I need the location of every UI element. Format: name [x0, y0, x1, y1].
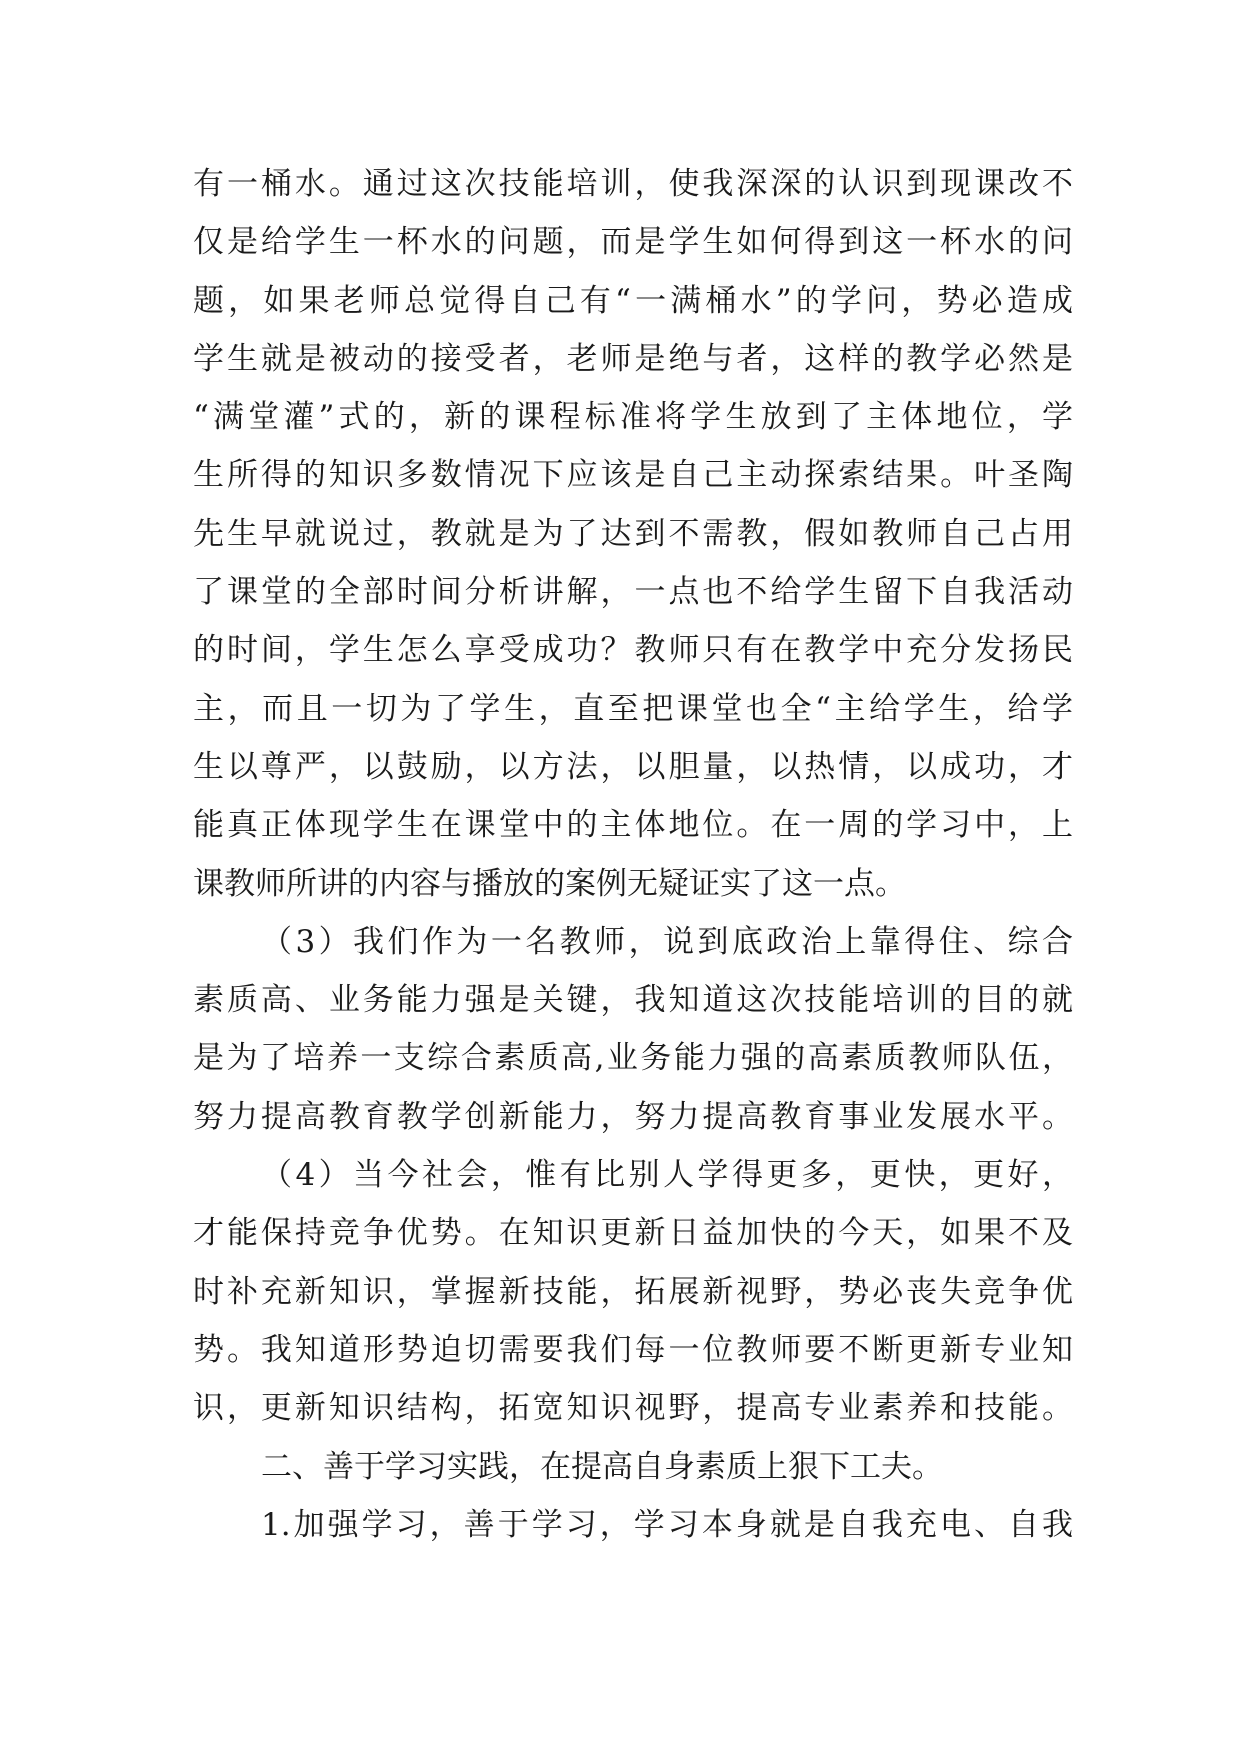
text-line: （4）当今社会，惟有比别人学得更多，更快，更好， — [261, 1157, 1073, 1194]
text-line: 势。我知道形势迫切需要我们每一位教师要不断更新专业知 — [193, 1331, 1073, 1368]
text-line: “满堂灌”式的，新的课程标准将学生放到了主体地位，学 — [193, 399, 1073, 436]
text-line: 能真正体现学生在课堂中的主体地位。在一周的学习中，上 — [193, 807, 1073, 844]
text-line: 学生就是被动的接受者，老师是绝与者，这样的教学必然是 — [193, 340, 1073, 377]
body-text — [193, 155, 1073, 1554]
text-line: 是为了培养一支综合素质高,业务能力强的高素质教师队伍， — [193, 1040, 1073, 1077]
text-line: 主，而且一切为了学生，直至把课堂也全“主给学生，给学 — [193, 690, 1073, 727]
text-line: 先生早就说过，教就是为了达到不需教，假如教师自己占用 — [193, 515, 1073, 552]
text-line: 1.加强学习，善于学习，学习本身就是自我充电、自我 — [261, 1506, 1073, 1543]
text-line: 时补充新知识，掌握新技能，拓展新视野，势必丧失竞争优 — [193, 1273, 1073, 1310]
text-line: 才能保持竞争优势。在知识更新日益加快的今天，如果不及 — [193, 1215, 1073, 1252]
text-line: 有一桶水。通过这次技能培训，使我深深的认识到现课改不 — [193, 166, 1073, 202]
text-line: 素质高、业务能力强是关键，我知道这次技能培训的目的就 — [193, 982, 1073, 1019]
text-line: 的时间，学生怎么享受成功？教师只有在教学中充分发扬民 — [193, 632, 1073, 669]
text-line: 识，更新知识结构，拓宽知识视野，提高专业素养和技能。 — [193, 1390, 1073, 1427]
text-line: 二、善于学习实践，在提高自身素质上狠下工夫。 — [261, 1448, 943, 1485]
text-line: 题，如果老师总觉得自己有“一满桶水”的学问，势必造成 — [193, 282, 1073, 319]
text-line: 课教师所讲的内容与播放的案例无疑证实了这一点。 — [193, 865, 906, 902]
text-line: （3）我们作为一名教师，说到底政治上靠得住、综合 — [261, 923, 1073, 960]
text-line: 仅是给学生一杯水的问题，而是学生如何得到这一杯水的问 — [193, 224, 1073, 261]
text-line: 生以尊严，以鼓励，以方法，以胆量，以热情，以成功，才 — [193, 748, 1073, 785]
text-line: 生所得的知识多数情况下应该是自己主动探索结果。叶圣陶 — [193, 457, 1073, 494]
text-line: 了课堂的全部时间分析讲解，一点也不给学生留下自我活动 — [193, 574, 1073, 611]
text-line: 努力提高教育教学创新能力，努力提高教育事业发展水平。 — [193, 1098, 1073, 1135]
